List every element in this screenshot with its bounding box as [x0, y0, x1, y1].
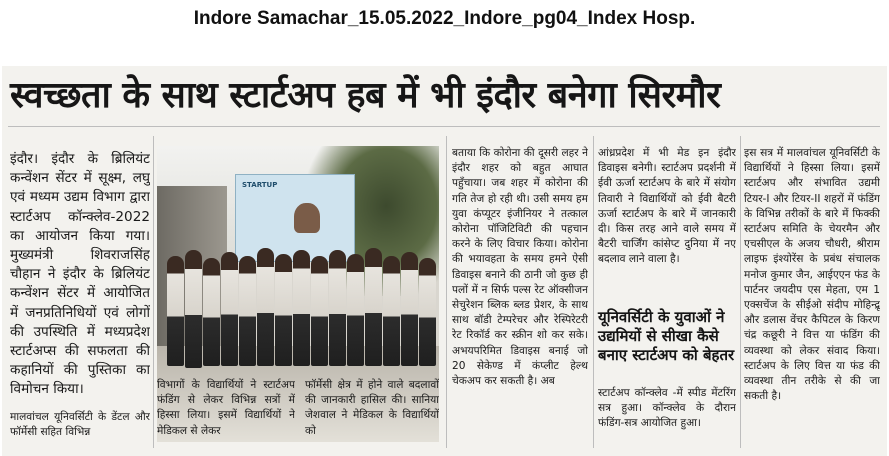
- photo-person: [275, 254, 292, 366]
- headline: स्वच्छता के साथ स्टार्टअप हब में भी इंदौर बनेगा सिरमौर: [10, 75, 721, 116]
- photo-person: [239, 256, 256, 366]
- photo-banner-text: STARTUP: [242, 181, 278, 189]
- photo-person: [329, 250, 346, 366]
- subheading: यूनिवर्सिटी के युवाओं ने उद्यमियों से सीखा कैसे बनाए स्टार्टअप को बेहतर: [598, 308, 735, 364]
- column-3: [305, 378, 439, 450]
- column-rule-4: [740, 136, 741, 448]
- column-6: [744, 146, 880, 446]
- photo-person: [167, 256, 184, 366]
- photo-banner-portrait: [294, 203, 320, 233]
- photo-person: [365, 248, 382, 366]
- newspaper-clipping: [2, 66, 887, 456]
- photo-person: [221, 252, 238, 366]
- photo-person: [257, 248, 274, 366]
- column-5-top-text: आंध्रप्रदेश में भी मेड इन इंदौर डिवाइस बनेगी। स्टार्टअप प्रदर्शनी में ईवी ऊर्जा स्टार्टअप के बारे में संयोग तिवारी ने विद्यार्थियों को ईवी बैटरी ऊर्जा स्टार्टअप के बारे में जानकारी दी। किस तरह आने वाले समय में बैटरी चार्जिंग कांसेप्ट दुनिया में नए बदलाव लाने वाला है।: [598, 147, 736, 266]
- lead-text: इंदौर। इंदौर के ब्रिलियंट कन्वेंशन सेंटर में सूक्ष्म, लघु एवं मध्यम उद्यम विभाग द्वारा स्टार्टअप कॉन्क्लेव-2022 का आयोजन किया गया। मुख्यमंत्री शिवराजसिंह चौहान ने इंदौर के ब्रिलियंट कन्वेंशन सेंटर में आयोजित में जनप्रतिनिधियों एवं लोगों की उपस्थिति में मध्यप्रदेश स्टार्टअप्स की सफलता की कहानियों की पुस्तिका का विमोचन किया।: [10, 151, 150, 398]
- photo-banner: [235, 174, 355, 262]
- photo-person: [293, 250, 310, 366]
- column-2-text: विभागों के विद्यार्थियों ने स्टार्टअप फंडिंग से लेकर विभिन्न सत्रों में हिस्सा लिया। इसमें विद्यार्थियों ने मेडिकल से लेकर: [157, 379, 295, 437]
- clipping-caption: Indore Samachar_15.05.2022_Indore_pg04_Index Hosp.: [193, 8, 696, 29]
- photo-person: [383, 256, 400, 366]
- photo-person: [347, 254, 364, 366]
- photo-person: [401, 252, 418, 366]
- column-rule-2: [446, 136, 447, 448]
- column-rule-3: [593, 136, 594, 448]
- column-5-bottom: [598, 386, 736, 448]
- column-2: [157, 378, 295, 450]
- column-1-bottom-text: मालवांचल यूनिवर्सिटी के डेंटल और फॉर्मेसी सहित विभिन्न: [10, 411, 150, 439]
- headline-divider: [8, 126, 880, 127]
- column-4: [452, 146, 588, 446]
- column-4-text: बताया कि कोरोना की दूसरी लहर ने इंदौर शहर को बहुत आघात पहुँचाया। जब शहर में कोरोना की गति तेज हो रही थी। उसी समय हम युवा कंप्यूटर इंजीनियर ने तत्काल कोरोना पॉजिटिविटी की पहचान करने के लिए विचार किया। कोरोना की भयावहता के समय हमने ऐसी डिवाइस बनाने की ठानी जो कुछ ही पलों में न सिर्फ पल्स रेट ऑक्सीजन सेचुरेशन ब्लिक ब्लड प्रेशर, के साथ साथ बॉडी टेम्परेचर और रेस्पिरेटरी रेट रिकॉर्ड कर स्क्रीन शो कर सके। अभयपरिमित डिवाइस बनाई जो 20 सेकेण्ड में कंप्लीट हेल्थ चेकअप कर सकती है। अब: [452, 147, 588, 388]
- photo-person: [185, 250, 202, 368]
- column-3-text: फॉर्मेसी क्षेत्र में होने वाले बदलावों की जानकारी हासिल की। सानिया जेशवाल ने मेडिकल के विद्यार्थियों को: [305, 379, 439, 437]
- column-1-bottom: [10, 410, 150, 446]
- column-5-top: [598, 146, 736, 296]
- photo-person: [311, 256, 328, 366]
- column-6-text: इस सत्र में मालवांचल यूनिवर्सिटी के विद्यार्थियों ने हिस्सा लिया। इसमें स्टार्टअप और संभावित उद्यमी टियर-I और टियर-II शहरों में फंडिंग के विभिन्न तरीकों के बारे में फिक्की स्टार्टअप समिति के चेयरमैन और एचसीएल के अजय चौधरी, श्रीराम लाइफ इंश्योरेंस के प्रबंध संचालक मनोज कुमार जैन, आईएएन फंड के पार्टनर जयदीप एस मेहता, एम 1 एक्सचेंज के सीईओ संदीप मोहिन्द्रू और डलास वेंचर कैपिटल के किरण चंद्र कछूरी ने वित्त या फंडिंग की व्यवस्था को लेकर संवाद किया। स्टार्टअप के लिए वित्त या फंड की व्यवस्था तीन तरीके से की जा सकती है।: [744, 147, 880, 403]
- column-5-bottom-text: स्टार्टअप कॉन्क्लेव -में स्पीड मेंटरिंग सत्र हुआ। कॉन्क्लेव के दौरान फंडिंग-सत्र आयोजित हुआ।: [598, 387, 736, 430]
- photo-person: [419, 258, 436, 366]
- photo-person: [203, 258, 220, 366]
- column-rule-1: [153, 136, 154, 448]
- lead-paragraph: [10, 150, 150, 404]
